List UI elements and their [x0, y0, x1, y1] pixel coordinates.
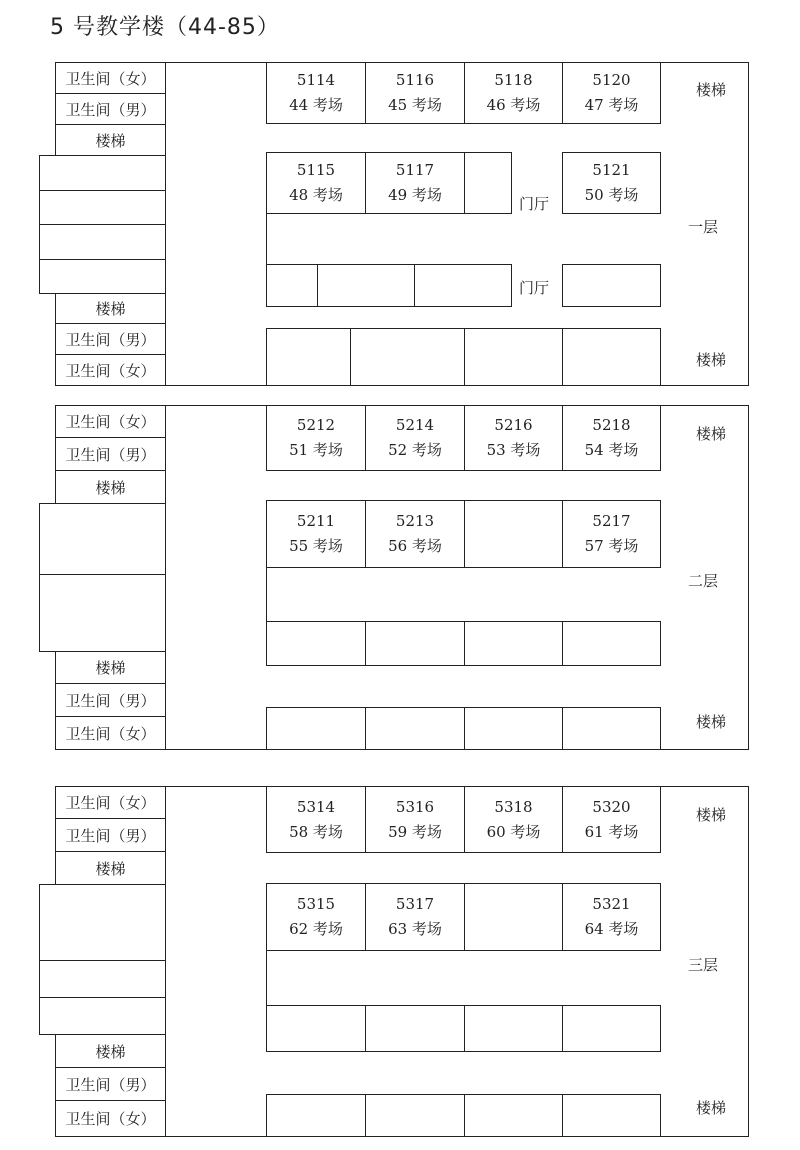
floor-3-room: 5321 64 考场 — [562, 883, 661, 951]
floor-1-room — [562, 328, 661, 386]
floor-2-room — [365, 621, 465, 666]
floor-1-annex-block — [39, 259, 166, 294]
floor-1-room: 5118 46 考场 — [464, 62, 563, 124]
floor-1-stairs-left-top: 楼梯 — [55, 124, 166, 156]
floor-2-restroom-women-top: 卫生间（女） — [55, 405, 166, 438]
floor-2-room: 5217 57 考场 — [562, 500, 661, 568]
floor-1-stairs-left-bottom: 楼梯 — [55, 293, 166, 324]
floor-3-room — [562, 1005, 661, 1052]
floor-2-label: 二层 — [688, 572, 719, 590]
floor-1-stairs-right-top: 楼梯 — [696, 81, 727, 99]
floor-2-room — [266, 707, 366, 750]
floor-1-room — [317, 264, 415, 307]
floor-1-room: 5115 48 考场 — [266, 152, 366, 214]
floor-3-room — [464, 883, 563, 951]
floor-2-room — [562, 707, 661, 750]
floor-1-room — [350, 328, 465, 386]
floor-2-stairs-right-bottom: 楼梯 — [696, 713, 727, 731]
floor-1-room: 5117 49 考场 — [365, 152, 465, 214]
floor-3-room: 5318 60 考场 — [464, 786, 563, 853]
floor-1-room: 5121 50 考场 — [562, 152, 661, 214]
floor-1-restroom-women-bottom: 卫生间（女） — [55, 354, 166, 386]
floor-3-room: 5317 63 考场 — [365, 883, 465, 951]
floor-3-stairs-right-top: 楼梯 — [696, 806, 727, 824]
floor-2-room: 5214 52 考场 — [365, 405, 465, 471]
floor-1-room — [414, 264, 512, 307]
floor-1-label: 一层 — [688, 218, 719, 236]
floor-2-room — [464, 707, 563, 750]
floor-3-room — [562, 1094, 661, 1137]
floor-3-room — [365, 1094, 465, 1137]
floor-3-stairs-right-bottom: 楼梯 — [696, 1099, 727, 1117]
floor-2-restroom-men-top: 卫生间（男） — [55, 437, 166, 471]
floor-3-annex-block — [39, 960, 166, 998]
floor-1-stairs-right-bottom: 楼梯 — [696, 351, 727, 369]
floor-3-annex-block — [39, 997, 166, 1035]
floor-3-room — [365, 1005, 465, 1052]
floor-2-room — [464, 621, 563, 666]
floor-1-room — [266, 328, 351, 386]
floor-2-stairs-left-bottom: 楼梯 — [55, 651, 166, 684]
floor-3-annex-block — [39, 884, 166, 961]
floor-1-left-column — [165, 62, 166, 386]
floor-2-room — [562, 621, 661, 666]
floor-2-room: 5216 53 考场 — [464, 405, 563, 471]
floor-3-restroom-men-bottom: 卫生间（男） — [55, 1067, 166, 1101]
floor-2-room: 5211 55 考场 — [266, 500, 366, 568]
floor-1-annex-block — [39, 190, 166, 225]
floor-1-hall-label: 门厅 — [519, 195, 550, 213]
floor-3-left-column — [165, 786, 166, 1137]
floor-1-restroom-men-top: 卫生间（男） — [55, 93, 166, 125]
floor-3-room: 5320 61 考场 — [562, 786, 661, 853]
floor-3-room — [464, 1094, 563, 1137]
floor-3-label: 三层 — [688, 956, 719, 974]
floor-2-restroom-women-bottom: 卫生间（女） — [55, 716, 166, 750]
floor-3-room — [464, 1005, 563, 1052]
floor-2-room — [266, 621, 366, 666]
floor-3-restroom-men-top: 卫生间（男） — [55, 818, 166, 852]
floor-3-room: 5315 62 考场 — [266, 883, 366, 951]
floor-1-hall-label: 门厅 — [519, 279, 550, 297]
floor-2-room: 5213 56 考场 — [365, 500, 465, 568]
floor-2-restroom-men-bottom: 卫生间（男） — [55, 683, 166, 717]
floor-3-stairs-left-top: 楼梯 — [55, 851, 166, 885]
floor-1-room — [562, 264, 661, 307]
floor-1-room — [266, 264, 318, 307]
floor-2-left-column — [165, 405, 166, 750]
floor-1-room — [464, 152, 512, 214]
floor-2-room — [365, 707, 465, 750]
floor-1-room — [464, 328, 563, 386]
floor-3-stairs-left-bottom: 楼梯 — [55, 1034, 166, 1068]
floor-2-stairs-left-top: 楼梯 — [55, 470, 166, 504]
floor-2-room: 5218 54 考场 — [562, 405, 661, 471]
floor-1-annex-block — [39, 155, 166, 191]
floor-3-room — [266, 1094, 366, 1137]
floor-1-room: 5114 44 考场 — [266, 62, 366, 124]
floor-2-annex-block — [39, 574, 166, 652]
floor-3-restroom-women-top: 卫生间（女） — [55, 786, 166, 819]
floor-3-room: 5314 58 考场 — [266, 786, 366, 853]
floor-2-room: 5212 51 考场 — [266, 405, 366, 471]
page-title: 5 号教学楼（44-85） — [50, 15, 280, 40]
floor-2-annex-block — [39, 503, 166, 575]
floor-2-room — [464, 500, 563, 568]
floor-1-room: 5116 45 考场 — [365, 62, 465, 124]
floor-3-room — [266, 1005, 366, 1052]
floor-2-stairs-right-top: 楼梯 — [696, 425, 727, 443]
floor-1-restroom-men-bottom: 卫生间（男） — [55, 323, 166, 355]
floor-1-annex-block — [39, 224, 166, 260]
floor-1-restroom-women-top: 卫生间（女） — [55, 62, 166, 94]
floor-3-restroom-women-bottom: 卫生间（女） — [55, 1100, 166, 1137]
floor-3-room: 5316 59 考场 — [365, 786, 465, 853]
floor-1-room: 5120 47 考场 — [562, 62, 661, 124]
